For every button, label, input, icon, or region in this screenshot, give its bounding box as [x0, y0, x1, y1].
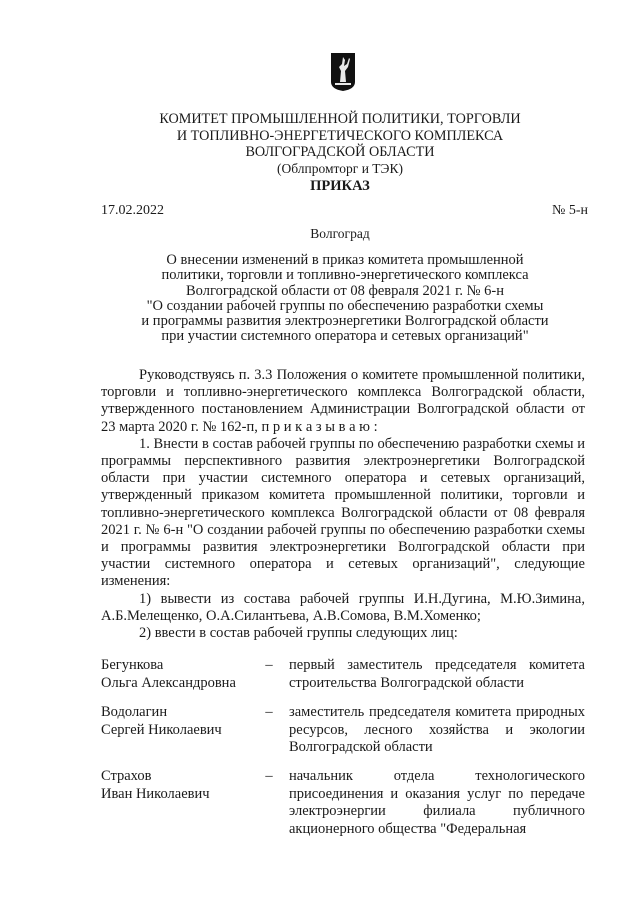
document-city: Волгоград [310, 226, 370, 241]
subject-line: при участии системного оператора и сетевых организаций" [161, 328, 529, 345]
body-paragraph: 1) вывести из состава рабочей группы И.Н.Дугина, М.Ю.Зимина, А.Б.Мелещенко, О.А.Силантьева, А.В.Сомова, В.М.Хоменко; [101, 590, 585, 624]
organization-header [140, 111, 540, 177]
member-given-name: Сергей Николаевич [101, 721, 222, 738]
subject-line: О внесении изменений в приказ комитета промышленной [166, 252, 524, 268]
body-paragraph: Руководствуясь п. 3.3 Положения о комитете промышленной политики, торговли и топливно-энергетического комплекса Волгоградской области, утвержденного постановлением Администрации Волгоградской области от 23 марта 2020 г. № 162-п, п р и к а з ы в а ю : [101, 367, 585, 435]
subject-line: "О создании рабочей группы по обеспечению разработки схемы [146, 297, 544, 314]
document-body [101, 367, 585, 642]
member-given-name: Ольга Александровна [101, 674, 236, 691]
org-line: (Облпромторг и ТЭК) [277, 160, 403, 176]
member-name [101, 657, 261, 692]
volgograd-emblem-icon [330, 52, 356, 92]
member-name [101, 768, 261, 803]
org-line: КОМИТЕТ ПРОМЫШЛЕННОЙ ПОЛИТИКИ, ТОРГОВЛИ [159, 111, 521, 127]
document-title: ПРИКАЗ [310, 178, 370, 194]
document-subject [100, 253, 590, 345]
document-number: № 5-н [551, 203, 588, 218]
member-surname: Бегункова [101, 657, 164, 673]
member-position: первый заместитель председателя комитета строительства Волгоградской области [289, 657, 585, 691]
member-position: заместитель председателя комитета природных ресурсов, лесного хозяйства и экологии Волгоградской области [289, 704, 585, 755]
member-surname: Водолагин [101, 704, 168, 720]
org-line: И ТОПЛИВНО-ЭНЕРГЕТИЧЕСКОГО КОМПЛЕКСА [176, 127, 504, 144]
member-dash: – [265, 704, 273, 720]
member-surname: Страхов [101, 768, 152, 784]
subject-line: и программы развития электроэнергетики Волгоградской области [141, 313, 549, 330]
org-line: ВОЛГОГРАДСКОЙ ОБЛАСТИ [245, 144, 435, 160]
body-paragraph: 2) ввести в состав рабочей группы следующих лиц: [139, 625, 458, 642]
member-name [101, 704, 261, 739]
subject-line: Волгоградской области от 08 февраля 2021 г. № 6-н [186, 282, 504, 299]
member-given-name: Иван Николаевич [101, 785, 210, 802]
body-paragraph: 1. Внести в состав рабочей группы по обеспечению разработки схемы и программы перспективного развития электроэнергетики Волгоградской области при участии системного оператора и сетевых организаций, утвержденный приказом комитета промышленной политики, торговли и топливно-энергетического комплекса Волгоградской области от 08 февраля 2021 г. № 6-н "О создании рабочей группы по обеспечению разработки схемы и программы развития электроэнергетики Волгоградской области при участии системного оператора и сетевых организаций", следующие изменения: [101, 435, 585, 590]
document-date: 17.02.2022 [101, 203, 164, 218]
member-dash: – [265, 768, 273, 784]
member-dash: – [265, 657, 273, 673]
member-position: начальник отдела технологического присоединения и оказания услуг по передаче электроэнергии филиала публичного акционерного общества "Федеральная [289, 768, 585, 837]
subject-line: политики, торговли и топливно-энергетического комплекса [161, 267, 529, 284]
